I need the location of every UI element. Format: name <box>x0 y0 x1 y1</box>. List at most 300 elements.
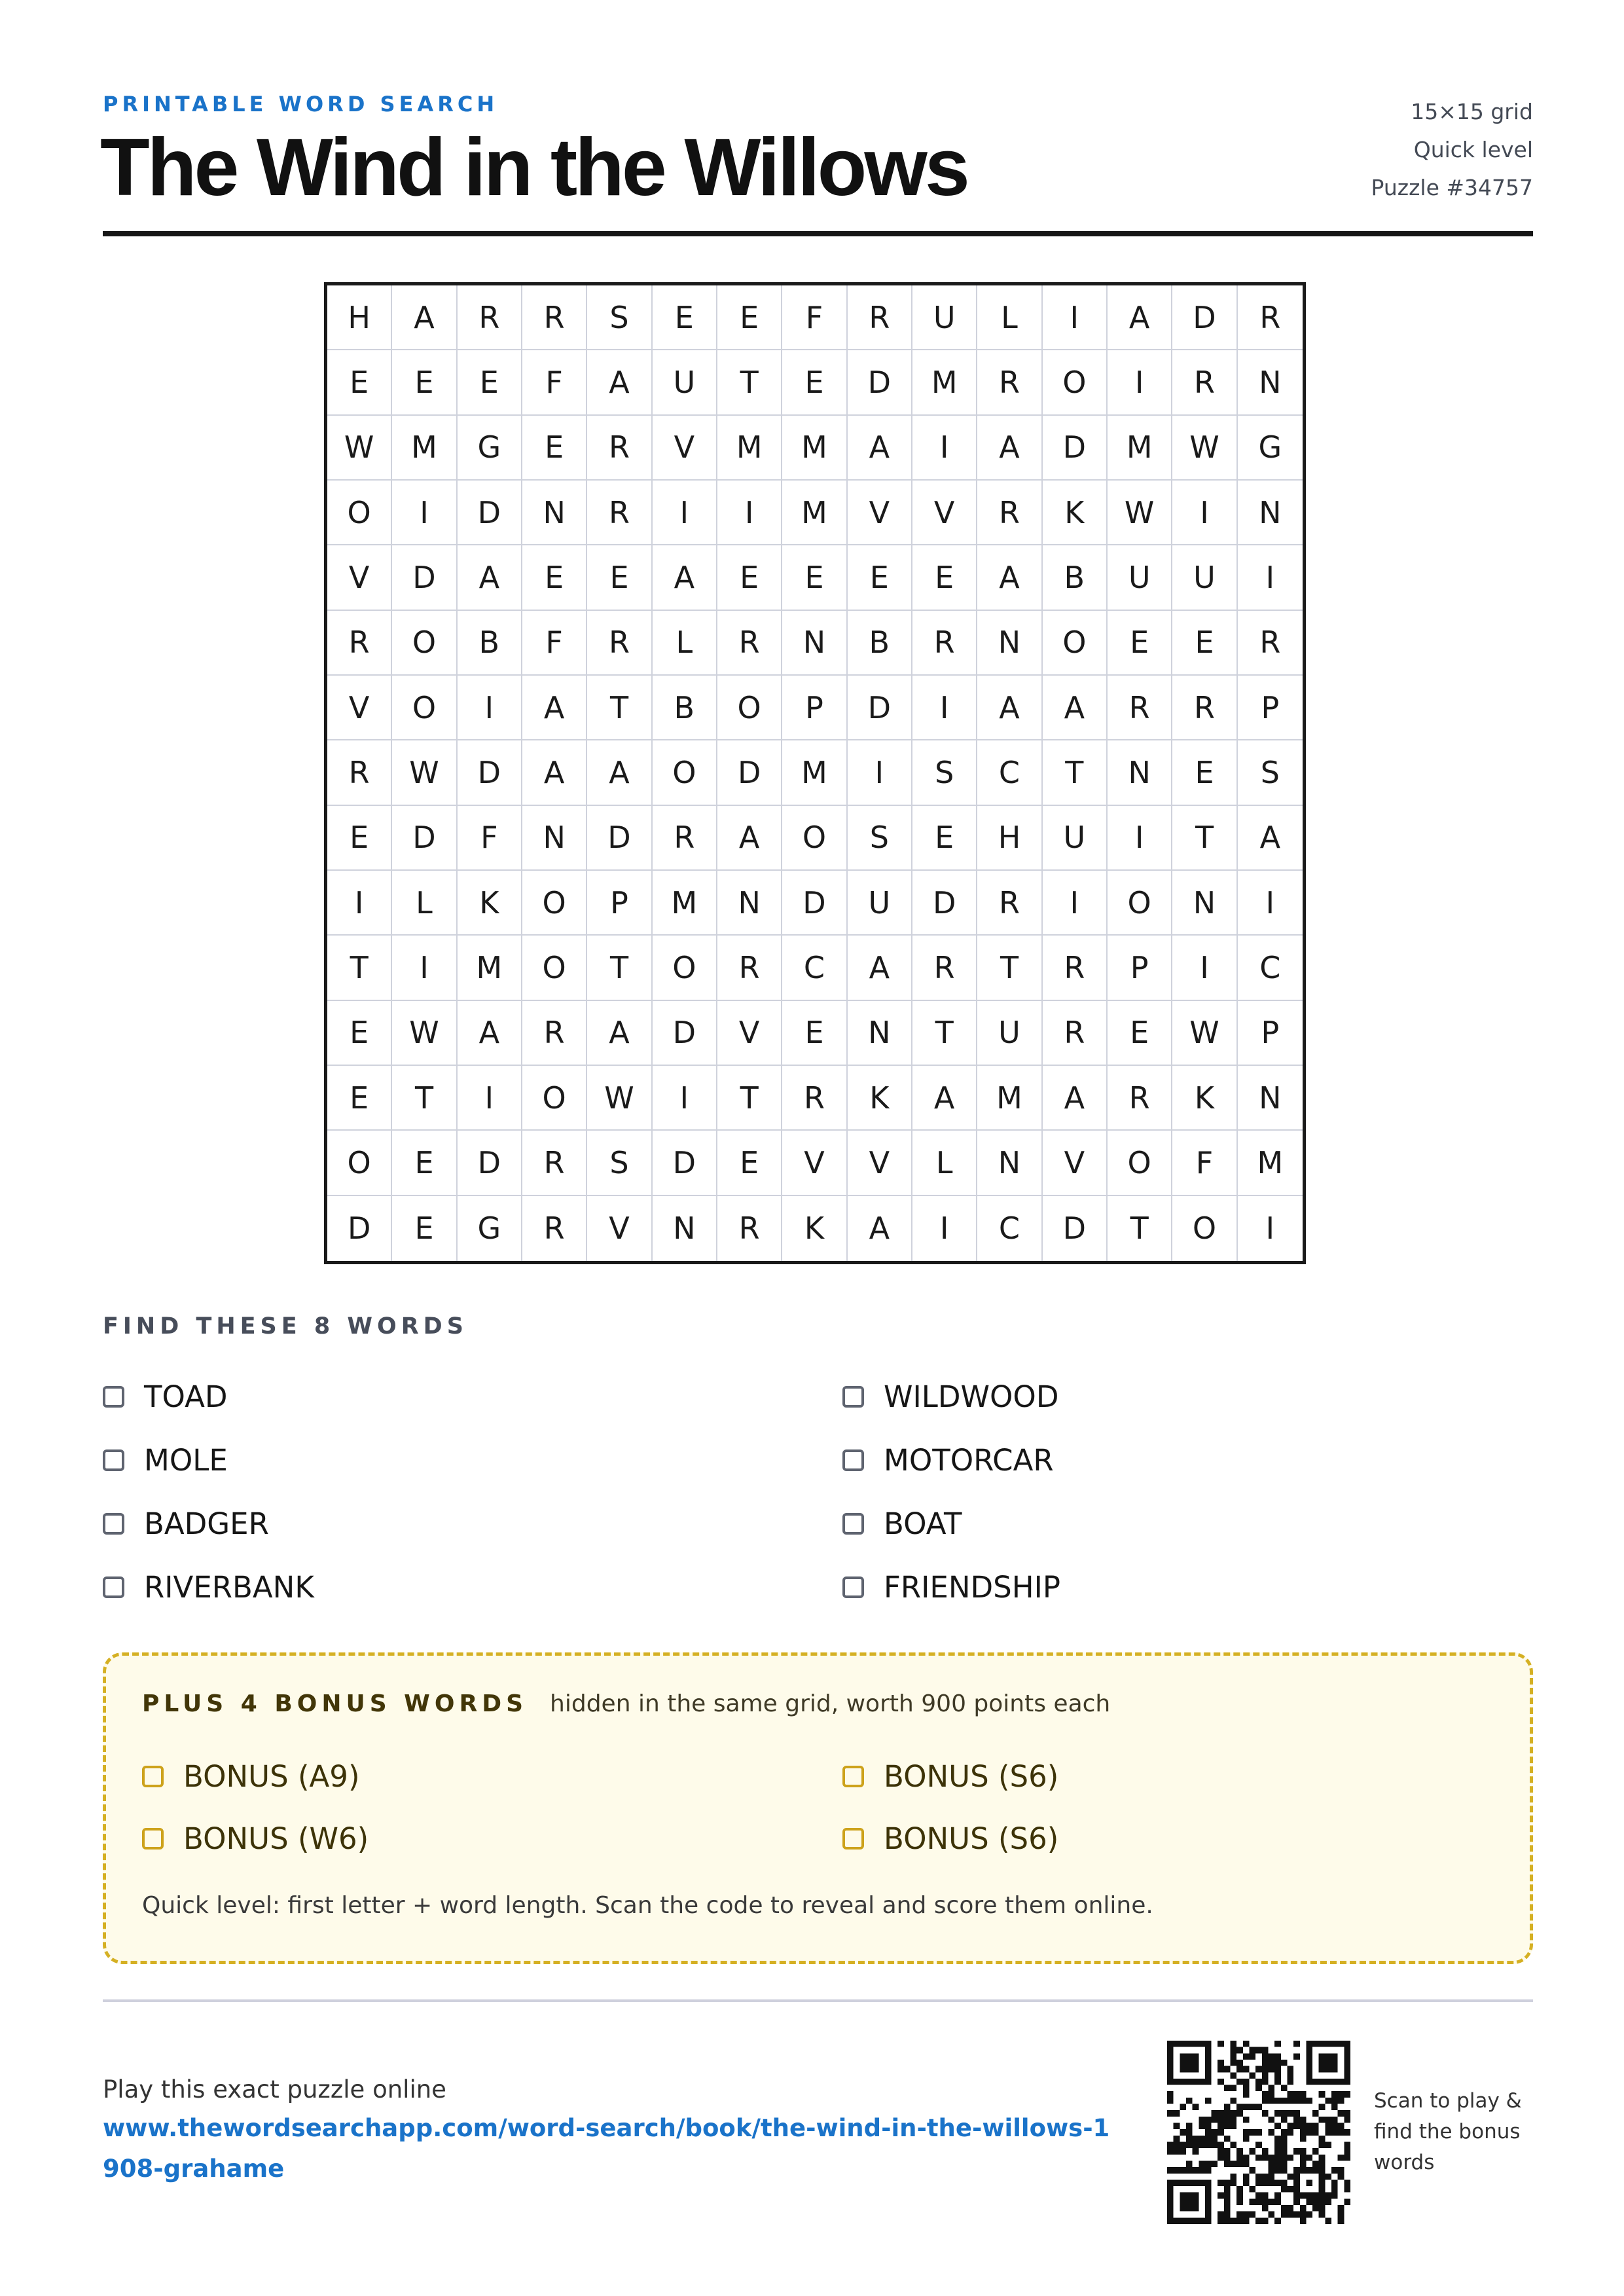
grid-cell[interactable]: R <box>848 285 912 350</box>
grid-cell[interactable]: R <box>717 611 782 676</box>
grid-cell[interactable]: D <box>653 1131 717 1195</box>
checkbox[interactable] <box>103 1576 124 1598</box>
checkbox[interactable] <box>842 1828 864 1850</box>
qr-module <box>1281 2160 1288 2167</box>
qr-module <box>1344 2117 1350 2123</box>
grid-cell[interactable]: D <box>782 871 847 936</box>
qr-module <box>1325 2141 1331 2148</box>
qr-code-icon[interactable] <box>1167 2041 1350 2224</box>
grid-cell[interactable]: D <box>458 740 522 805</box>
checkbox[interactable] <box>842 1386 864 1408</box>
grid-cell[interactable]: A <box>522 740 587 805</box>
word-label: BADGER <box>144 1506 269 1541</box>
grid-cell[interactable]: L <box>977 285 1042 350</box>
grid-cell[interactable]: B <box>653 676 717 740</box>
grid-cell[interactable]: I <box>1172 481 1237 545</box>
grid-cell[interactable]: M <box>392 416 457 481</box>
grid-cell[interactable]: H <box>327 285 392 350</box>
grid-cell[interactable]: N <box>522 481 587 545</box>
grid-cell[interactable]: P <box>1108 936 1172 1000</box>
qr-module <box>1250 2072 1256 2079</box>
grid-cell[interactable]: S <box>912 740 977 805</box>
grid-cell[interactable]: U <box>1172 545 1237 610</box>
grid-cell[interactable]: R <box>327 611 392 676</box>
grid-cell[interactable]: A <box>848 1196 912 1261</box>
qr-module <box>1212 2129 1218 2136</box>
grid-cell[interactable]: U <box>912 285 977 350</box>
grid-cell[interactable]: E <box>392 1196 457 1261</box>
grid-cell[interactable]: E <box>327 350 392 415</box>
grid-cell[interactable]: G <box>458 1196 522 1261</box>
grid-cell[interactable]: W <box>1172 1001 1237 1066</box>
grid-cell[interactable]: D <box>458 481 522 545</box>
word-item[interactable] <box>103 1504 269 1543</box>
grid-cell[interactable]: O <box>1172 1196 1237 1261</box>
grid-cell[interactable]: I <box>1238 871 1303 936</box>
grid-cell[interactable]: E <box>717 285 782 350</box>
grid-cell[interactable]: E <box>1108 611 1172 676</box>
checkbox[interactable] <box>842 1766 864 1787</box>
grid-cell[interactable]: R <box>1108 676 1172 740</box>
grid-cell[interactable]: I <box>1108 806 1172 871</box>
grid-cell[interactable]: O <box>1108 1131 1172 1195</box>
grid-cell[interactable]: V <box>327 545 392 610</box>
qr-module <box>1243 2104 1250 2111</box>
grid-cell[interactable]: E <box>522 545 587 610</box>
grid-cell[interactable]: I <box>653 481 717 545</box>
grid-cell[interactable]: N <box>1172 871 1237 936</box>
grid-cell[interactable]: D <box>653 1001 717 1066</box>
grid-cell[interactable]: N <box>1238 481 1303 545</box>
grid-cell[interactable]: P <box>587 871 652 936</box>
grid-cell[interactable]: T <box>587 676 652 740</box>
qr-module <box>1338 2155 1344 2161</box>
grid-cell[interactable]: I <box>1265 1211 1275 1247</box>
grid-cell[interactable]: R <box>1238 611 1303 676</box>
bonus-word-item[interactable] <box>842 1757 1058 1796</box>
grid-cell[interactable]: A <box>1238 806 1303 871</box>
grid-cell[interactable]: F <box>522 611 587 676</box>
grid-cell[interactable]: R <box>522 1196 587 1261</box>
grid-cell[interactable]: A <box>1043 1066 1108 1131</box>
grid-cell[interactable]: P <box>1238 676 1303 740</box>
grid-cell[interactable]: A <box>392 285 457 350</box>
qr-module <box>1325 2123 1331 2130</box>
grid-cell[interactable]: R <box>977 350 1042 415</box>
grid-cell[interactable]: M <box>653 871 717 936</box>
grid-cell[interactable]: R <box>653 806 717 871</box>
grid-cell[interactable]: R <box>977 481 1042 545</box>
bonus-word-item[interactable] <box>842 1819 1058 1858</box>
grid-cell[interactable]: V <box>587 1196 652 1261</box>
qr-module <box>1205 2141 1212 2148</box>
checkbox[interactable] <box>103 1513 124 1535</box>
grid-cell[interactable]: N <box>1238 350 1303 415</box>
grid-cell[interactable]: A <box>717 806 782 871</box>
grid-cell[interactable]: M <box>458 936 522 1000</box>
grid-cell[interactable]: E <box>782 350 847 415</box>
grid-cell[interactable]: I <box>653 1066 717 1131</box>
grid-cell[interactable]: S <box>587 1131 652 1195</box>
grid-cell[interactable]: E <box>392 1131 457 1195</box>
grid-cell[interactable]: S <box>1238 740 1303 805</box>
grid-cell[interactable]: V <box>782 1131 847 1195</box>
qr-module <box>1250 2167 1256 2174</box>
letter-grid <box>324 282 1306 1264</box>
qr-module <box>1236 2155 1243 2161</box>
grid-cell[interactable]: D <box>1172 285 1237 350</box>
grid-cell[interactable]: G <box>458 416 522 481</box>
grid-cell[interactable]: A <box>977 416 1042 481</box>
grid-cell[interactable]: K <box>458 871 522 936</box>
checkbox[interactable] <box>842 1513 864 1535</box>
qr-module <box>1243 2079 1250 2085</box>
grid-cell[interactable]: F <box>782 285 847 350</box>
qr-module <box>1331 2091 1338 2098</box>
qr-module <box>1281 2148 1288 2155</box>
qr-module <box>1250 2186 1256 2193</box>
checkbox[interactable] <box>142 1828 164 1850</box>
grid-cell[interactable]: K <box>848 1066 912 1131</box>
grid-cell[interactable]: V <box>1043 1131 1108 1195</box>
qr-module <box>1268 2098 1274 2104</box>
grid-cell[interactable]: R <box>458 285 522 350</box>
grid-cell[interactable]: A <box>458 1001 522 1066</box>
grid-cell[interactable]: C <box>1238 936 1303 1000</box>
grid-cell[interactable]: I <box>1043 285 1108 350</box>
grid-cell[interactable]: T <box>1108 1196 1172 1261</box>
qr-module <box>1281 2186 1288 2193</box>
checkbox[interactable] <box>842 1449 864 1471</box>
grid-cell[interactable]: V <box>848 1131 912 1195</box>
grid-cell[interactable]: D <box>848 350 912 415</box>
grid-cell[interactable]: D <box>717 740 782 805</box>
grid-cell[interactable]: L <box>392 871 457 936</box>
grid-cell[interactable]: N <box>848 1001 912 1066</box>
puzzle-url-link[interactable]: www.thewordsearchapp.com/word-search/book/the-wind-in-the-willows-1908-grahame <box>103 2114 1110 2183</box>
grid-cell[interactable]: M <box>912 350 977 415</box>
grid-cell[interactable]: E <box>327 806 392 871</box>
grid-cell[interactable]: A <box>977 545 1042 610</box>
grid-cell[interactable]: K <box>782 1196 847 1261</box>
grid-cell[interactable]: M <box>782 740 847 805</box>
grid-cell[interactable]: R <box>1043 1001 1108 1066</box>
grid-cell[interactable]: V <box>717 1001 782 1066</box>
grid-cell[interactable]: A <box>848 936 912 1000</box>
grid-cell[interactable]: O <box>1043 611 1108 676</box>
grid-cell[interactable]: O <box>717 676 782 740</box>
word-item[interactable] <box>103 1567 314 1607</box>
qr-module <box>1236 2104 1243 2111</box>
grid-cell[interactable]: D <box>1043 1196 1108 1261</box>
grid-cell[interactable]: P <box>782 676 847 740</box>
bonus-header <box>142 1690 1110 1717</box>
qr-module <box>1231 2174 1237 2180</box>
grid-cell[interactable]: R <box>1043 936 1108 1000</box>
word-item[interactable] <box>842 1440 1054 1480</box>
grid-cell[interactable]: O <box>782 806 847 871</box>
qr-module <box>1274 2193 1281 2199</box>
grid-cell[interactable]: F <box>522 350 587 415</box>
qr-module <box>1325 2198 1331 2205</box>
grid-cell[interactable]: B <box>1043 545 1108 610</box>
grid-cell[interactable]: E <box>392 350 457 415</box>
grid-cell[interactable]: R <box>912 611 977 676</box>
grid-cell[interactable]: U <box>848 871 912 936</box>
grid-cell[interactable]: K <box>1172 1066 1237 1131</box>
grid-cell[interactable]: T <box>912 1001 977 1066</box>
grid-cell[interactable]: U <box>653 350 717 415</box>
grid-cell[interactable]: O <box>1043 350 1108 415</box>
qr-module <box>1274 2053 1281 2060</box>
grid-cell[interactable]: E <box>1108 1001 1172 1066</box>
word-item[interactable] <box>103 1440 228 1480</box>
grid-cell[interactable]: E <box>912 806 977 871</box>
grid-cell[interactable]: W <box>587 1066 652 1131</box>
grid-cell[interactable]: N <box>1238 1066 1303 1131</box>
grid-cell[interactable]: T <box>392 1066 457 1131</box>
grid-cell[interactable]: R <box>327 740 392 805</box>
grid-cell[interactable]: L <box>653 611 717 676</box>
grid-cell[interactable]: I <box>392 481 457 545</box>
grid-cell[interactable]: O <box>522 1066 587 1131</box>
grid-cell[interactable]: T <box>587 936 652 1000</box>
grid-cell[interactable]: T <box>717 1066 782 1131</box>
grid-cell[interactable]: I <box>458 1066 522 1131</box>
grid-cell[interactable]: N <box>782 611 847 676</box>
qr-module <box>1268 2060 1274 2066</box>
grid-cell[interactable]: N <box>1108 740 1172 805</box>
grid-cell[interactable]: O <box>1108 871 1172 936</box>
word-item[interactable] <box>842 1567 1060 1607</box>
grid-cell[interactable]: I <box>327 871 392 936</box>
grid-cell[interactable]: S <box>587 285 652 350</box>
grid-cell[interactable]: V <box>653 416 717 481</box>
grid-cell[interactable]: I <box>717 481 782 545</box>
qr-module <box>1287 2155 1293 2161</box>
grid-cell[interactable]: I <box>1043 871 1108 936</box>
grid-cell[interactable]: P <box>1238 1001 1303 1066</box>
grid-cell[interactable]: A <box>522 676 587 740</box>
grid-cell[interactable]: D <box>327 1196 392 1261</box>
grid-cell[interactable]: O <box>522 871 587 936</box>
grid-cell[interactable]: E <box>458 350 522 415</box>
grid-cell[interactable]: N <box>653 1196 717 1261</box>
grid-cell[interactable]: R <box>782 1066 847 1131</box>
grid-cell[interactable]: A <box>977 676 1042 740</box>
bonus-word-label: BONUS (S6) <box>884 1821 1059 1856</box>
grid-cell[interactable]: E <box>1172 611 1237 676</box>
grid-cell[interactable]: E <box>717 545 782 610</box>
qr-module <box>1167 2167 1174 2174</box>
grid-cell[interactable]: W <box>1108 481 1172 545</box>
grid-cell[interactable]: R <box>522 1001 587 1066</box>
grid-cell[interactable]: M <box>1108 416 1172 481</box>
grid-cell[interactable]: E <box>782 545 847 610</box>
grid-cell[interactable]: E <box>848 545 912 610</box>
grid-cell[interactable]: B <box>458 611 522 676</box>
grid-cell[interactable]: W <box>392 1001 457 1066</box>
checkbox[interactable] <box>142 1766 164 1787</box>
qr-module <box>1199 2141 1205 2148</box>
grid-cell[interactable]: E <box>327 1066 392 1131</box>
grid-cell[interactable]: M <box>782 416 847 481</box>
qr-module <box>1268 2053 1274 2060</box>
grid-cell[interactable]: V <box>912 481 977 545</box>
grid-cell[interactable]: E <box>782 1001 847 1066</box>
grid-cell[interactable]: D <box>912 871 977 936</box>
grid-cell[interactable]: R <box>912 936 977 1000</box>
grid-cell[interactable]: T <box>977 936 1042 1000</box>
grid-cell[interactable]: U <box>977 1001 1042 1066</box>
grid-cell[interactable]: I <box>848 740 912 805</box>
grid-cell[interactable]: I <box>1238 545 1303 610</box>
grid-cell[interactable]: R <box>587 481 652 545</box>
grid-cell[interactable]: F <box>1172 1131 1237 1195</box>
grid-cell[interactable]: D <box>848 676 912 740</box>
grid-cell[interactable]: U <box>1108 545 1172 610</box>
grid-cell[interactable]: N <box>717 871 782 936</box>
grid-cell[interactable]: R <box>587 611 652 676</box>
grid-cell[interactable]: R <box>977 871 1042 936</box>
qr-module <box>1186 2136 1193 2142</box>
bonus-word-item[interactable] <box>142 1757 360 1796</box>
qr-module <box>1243 2091 1250 2098</box>
grid-cell[interactable]: V <box>848 481 912 545</box>
grid-cell[interactable]: I <box>392 936 457 1000</box>
word-item[interactable] <box>103 1377 228 1416</box>
grid-cell[interactable]: R <box>587 416 652 481</box>
grid-cell[interactable]: T <box>1043 740 1108 805</box>
grid-cell[interactable]: M <box>782 481 847 545</box>
qr-module <box>1224 2066 1231 2073</box>
grid-cell[interactable]: A <box>587 1001 652 1066</box>
grid-cell[interactable]: U <box>1043 806 1108 871</box>
grid-cell[interactable]: E <box>1172 740 1237 805</box>
qr-module <box>1281 2212 1288 2218</box>
grid-cell[interactable]: L <box>912 1131 977 1195</box>
grid-cell[interactable]: O <box>392 676 457 740</box>
grid-cell[interactable]: T <box>1172 806 1237 871</box>
grid-cell[interactable]: R <box>717 936 782 1000</box>
grid-cell[interactable]: I <box>912 676 977 740</box>
grid-cell[interactable]: D <box>1043 416 1108 481</box>
grid-cell[interactable]: R <box>1172 350 1237 415</box>
grid-cell[interactable]: G <box>1238 416 1303 481</box>
qr-module <box>1231 2053 1237 2060</box>
grid-cell[interactable]: I <box>912 1196 977 1261</box>
grid-cell[interactable]: T <box>717 350 782 415</box>
word-item[interactable] <box>842 1504 962 1543</box>
grid-cell[interactable]: A <box>587 350 652 415</box>
checkbox[interactable] <box>842 1576 864 1598</box>
grid-cell[interactable]: O <box>327 481 392 545</box>
grid-cell[interactable]: C <box>977 1196 1042 1261</box>
grid-cell[interactable]: N <box>522 806 587 871</box>
grid-cell[interactable]: E <box>522 416 587 481</box>
grid-cell[interactable]: A <box>1043 676 1108 740</box>
qr-module <box>1268 2155 1274 2161</box>
grid-cell[interactable]: I <box>1172 936 1237 1000</box>
grid-cell[interactable]: E <box>327 1001 392 1066</box>
grid-cell[interactable]: O <box>653 936 717 1000</box>
qr-module <box>1212 2117 1218 2123</box>
qr-module <box>1199 2123 1205 2130</box>
grid-cell[interactable]: H <box>977 806 1042 871</box>
grid-cell[interactable]: I <box>458 676 522 740</box>
grid-cell[interactable]: E <box>653 285 717 350</box>
grid-cell[interactable]: I <box>1108 350 1172 415</box>
grid-cell[interactable]: R <box>1172 676 1237 740</box>
grid-cell[interactable]: I <box>912 416 977 481</box>
grid-cell[interactable]: W <box>1172 416 1237 481</box>
grid-cell[interactable]: D <box>392 806 457 871</box>
qr-module <box>1287 2098 1293 2104</box>
grid-cell[interactable]: A <box>458 545 522 610</box>
qr-module <box>1274 2098 1281 2104</box>
word-item[interactable] <box>842 1377 1058 1416</box>
grid-cell[interactable]: R <box>1238 285 1303 350</box>
grid-cell[interactable]: O <box>522 936 587 1000</box>
grid-cell[interactable]: O <box>327 1131 392 1195</box>
grid-cell[interactable]: E <box>717 1131 782 1195</box>
grid-cell[interactable]: R <box>1108 1066 1172 1131</box>
grid-cell[interactable]: V <box>327 676 392 740</box>
grid-cell[interactable]: K <box>1043 481 1108 545</box>
grid-cell[interactable]: A <box>912 1066 977 1131</box>
grid-cell[interactable]: R <box>522 285 587 350</box>
grid-cell[interactable]: T <box>327 936 392 1000</box>
grid-cell[interactable]: A <box>848 416 912 481</box>
grid-cell[interactable]: O <box>653 740 717 805</box>
grid-cell[interactable]: M <box>1238 1131 1303 1195</box>
grid-cell[interactable]: B <box>848 611 912 676</box>
checkbox[interactable] <box>103 1449 124 1471</box>
grid-cell[interactable]: D <box>392 545 457 610</box>
grid-cell[interactable]: A <box>1108 285 1172 350</box>
grid-cell[interactable]: M <box>977 1066 1042 1131</box>
grid-cell[interactable]: N <box>977 1131 1042 1195</box>
word-label: MOTORCAR <box>884 1442 1054 1478</box>
grid-cell[interactable]: A <box>653 545 717 610</box>
grid-cell[interactable]: A <box>587 740 652 805</box>
scan-instructions: Scan to play & find the bonus words <box>1374 2089 1522 2174</box>
grid-cell[interactable]: C <box>977 740 1042 805</box>
checkbox[interactable] <box>103 1386 124 1408</box>
grid-cell[interactable]: R <box>522 1131 587 1195</box>
grid-cell[interactable]: R <box>717 1196 782 1261</box>
bonus-word-item[interactable] <box>142 1819 369 1858</box>
qr-module <box>1331 2179 1338 2186</box>
grid-cell[interactable]: E <box>587 545 652 610</box>
grid-cell[interactable]: W <box>327 416 392 481</box>
grid-cell[interactable]: D <box>458 1131 522 1195</box>
word-label: BOAT <box>884 1506 962 1541</box>
grid-cell[interactable]: E <box>912 545 977 610</box>
grid-cell[interactable]: D <box>587 806 652 871</box>
grid-cell[interactable]: O <box>392 611 457 676</box>
qr-module <box>1231 2072 1237 2079</box>
grid-cell[interactable]: M <box>717 416 782 481</box>
grid-cell[interactable]: S <box>848 806 912 871</box>
grid-cell[interactable]: N <box>977 611 1042 676</box>
qr-module <box>1180 2167 1186 2174</box>
grid-cell[interactable]: C <box>782 936 847 1000</box>
qr-module <box>1268 2091 1274 2098</box>
grid-cell[interactable]: F <box>458 806 522 871</box>
grid-cell[interactable]: W <box>392 740 457 805</box>
qr-module <box>1293 2123 1300 2130</box>
